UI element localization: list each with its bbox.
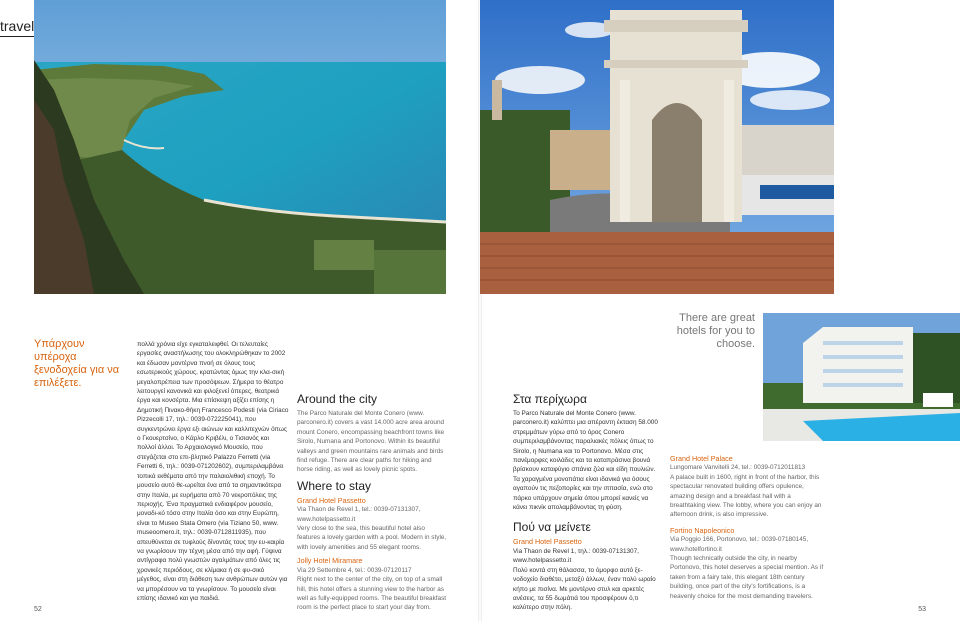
fortino-info: Via Poggio 166, Portonovo, tel.: 0039-07180145, www.hotelfortino.it (670, 536, 809, 553)
meinete-hotel-text: Πολύ κοντά στη θάλασσα, το όμορφο αυτό ξε-νοδοχείο διαθέτει, μεταξύ άλλων, έναν πολύ ωραίο κήπο με πισίνα. Με μοντέρνο στυλ και αρκετές ανέσεις, τα 55 δωμάτιά του προσφέρουν ό,τι καλύτερο στην πόλη. (513, 566, 656, 612)
meinete-hotel-name: Grand Hotel Passetto (513, 537, 582, 547)
periochi-heading: Στα περίχωρα (513, 392, 587, 406)
pull-quote-english: There are great hotels for you to choose. (676, 312, 755, 350)
arch-photo (480, 0, 834, 294)
english-info-column (297, 392, 447, 613)
hotel1-info: Via Thaon de Revel 1, tel.: 0039-07131307, www.hotelpassetto.it (297, 506, 421, 523)
meinete-hotel-info: Via Thaon de Revel 1, τηλ.: 0039-07131307, www.hotelpassetto.it (513, 547, 639, 565)
hotel1-text: Very close to the sea, this beautiful hotel also features a lovely garden with a pool. Modern in style, with lovely amenities and 55 elegant rooms. (297, 525, 447, 551)
hotel-pool-photo (763, 313, 960, 441)
palace-text: A palace built in 1600, right in front of the harbor, this spectacular renovated building offers opulence, amazing design and a breakfast hall with a breathtaking view. The lobby, where you can enjoy an afternoon drink, is also impressive. (670, 473, 822, 519)
around-text: The Parco Naturale del Monte Conero (www. parconero.it) covers a vast 14.000 acre area around mount Conero, encompassing beachfront towns like Sirolo, Numana and Portonovo. Within its beautiful valleys and green mountains rare animals and birds find refuge. There are clear paths for hiking and horse riding, as well as lovely picnic spots. (297, 410, 445, 474)
english-hotels-column (670, 454, 825, 601)
meinete-heading: Πού να μείνετε (513, 520, 591, 535)
hotel1-name: Grand Hotel Passetto (297, 495, 366, 505)
around-heading: Around the city (297, 392, 378, 406)
hotel2-name: Jolly Hotel Miramare (297, 556, 363, 566)
right-page (480, 0, 960, 621)
stay-heading: Where to stay (297, 478, 372, 493)
hotel2-text: Right next to the center of the city, on top of a small hill, this hotel offers a stunning view to the harbor as well as fully-equipped rooms. The beautiful breakfast room is the perfect place to start your day from. (297, 576, 447, 612)
page-number-right: 53 (918, 606, 926, 613)
greek-body-text: πολλά χρόνια είχε εγκαταλειφθεί. Οι τελευταίες εργασίες αναστήλωσης του ολοκληρώθηκαν το 2002 και έδωσαν μοντέρνα πνοή σε όλους τους εσωτερικούς χώρους, κρατώντας όμως την κλα-σική μεγαλοπρέπεια των προσόψεων. Σήμερα το θέατρο λειτουργεί κανονικά και φιλοξενεί όπερες, θεατρικά έργα και κονσέρτα. Μια επίσκεψη αξίζει επίσης η Δημοτική Πινακο-θήκη Francesco Podesti (via Ciriaco Pizzecolli 17, τηλ.: 0039-072225041), που συγκεντρώνει έργα εξι αιώνων και καλλιτεχνών όπως ο Γκουερτσίνο, ο Κάρλο Κριβέλι, ο Τισιανός και πολλοί άλλοι. Το Αρχαιολογικό Μουσείο, που στεγάζεται στο επι-βλητικό Palazzo Ferretti (via Ferretti 6, τηλ.: 0039-071202602), συμπεριλαμβάνει τοπικά εκθέματα από την παλαιολιθική εποχή. Το μουσείο αυτό θε-ωρείται ένα από τα σημαντικότερα στην Ιταλία, με ευρήματα από 70 νεκροπόλεις της περιοχής. Ένα πραγματικά ενδιαφέρον μουσείο, μοναδι-κό τόσο στην Ιταλία όσο και στην Ευρώπη, είναι το Museo Stata Omero (via Tiziano 50, www. museoomero.it, τηλ.: 0039-0712811935), που απευθύνεται σε τυφλούς δίνοντάς τους την ευ-καιρία να γνωρίσουν την τέχνη μέσα από την αφή. Γύψινα αντίγραφα πολύ γνωστών αγαλμάτων από όλες τις χρονικές περιόδους, σε κλίμακα ή σε φυ-σικό μέγεθος, είναι στη διάθεση των ανθρώπων αυτών για να μπορέσουν να τα γνωρίσουν. Το μουσείο είναι επίσης ιδανικό και για παιδιά. (137, 341, 289, 602)
hotel2-info: Via 29 Settembre 4, tel.: 0039-07120117 (297, 566, 412, 574)
coastline-photo (34, 0, 446, 294)
palace-name: Grand Hotel Palace (670, 454, 733, 463)
pull-quote-greek: Υπάρχουν υπέροχα ξενοδοχεία για να επιλέξετε. (34, 338, 120, 389)
palace-info: Lungomare Vanvitelli 24, tel.: 0039-0712011813 (670, 464, 806, 472)
fortino-name: Fortino Napoleonico (670, 525, 735, 535)
brand-travel: travel (0, 18, 35, 34)
periochi-text: Το Parco Naturale del Monte Conero (www. parconero.it) καλύπτει μια απέραντη έκταση 58.000 στρεμμάτων γύρω από το όρος Conero συμπεριλαμβάνοντας παραλιακές πόλεις όπως το Sirolo, η Numana και το Portonovo. Μέσα στις πανέμορφες κοιλάδες και τα καταπράσινα βουνά βρίσκουν καταφύγιο σπάνια ζώα και είδη πουλιών. Τα χαραγμένα μονοπάτια είναι ιδανικά για όσους αγαπούν τις πεζοπορίες και την ιππασία, ενώ στο πάρκο υπάρχουν σημεία όπου μπορεί κανείς να κάνει πικνίκ απολαμβάνοντας τη φύση. (513, 410, 658, 512)
page-number-left: 52 (34, 606, 42, 613)
greek-info-column (513, 392, 663, 613)
brand-rule (0, 36, 34, 37)
greek-body-column (137, 340, 289, 603)
fortino-text: Though technically outside the city, in nearby Portonovo, this hotel deserves a special mention. As if taken from a fairy tale, this elegant 18th century building, once part of the city's fortifications, is a heavenly choice for the most demanding travelers. (670, 555, 824, 600)
